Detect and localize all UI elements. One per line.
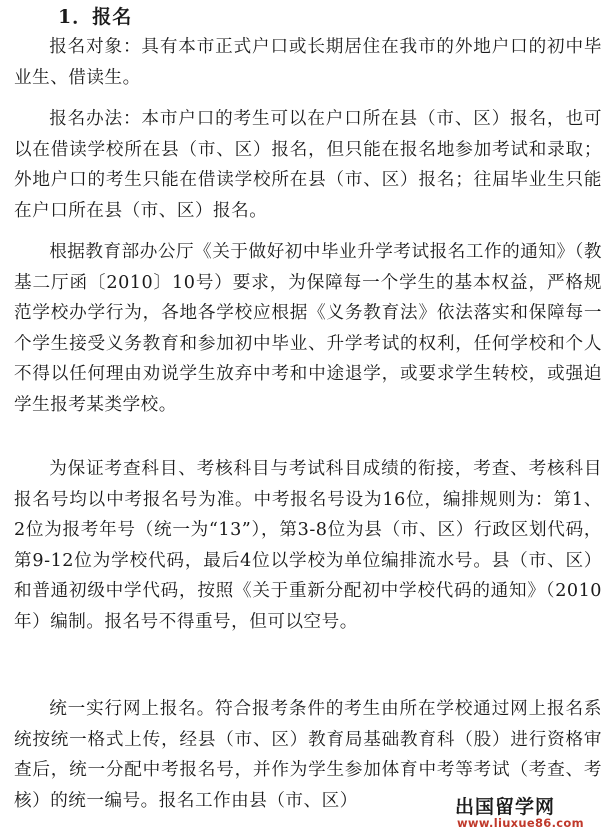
paragraph-ministry-notice: 根据教育部办公厅《关于做好初中毕业升学考试报名工作的通知》（教基二厅函〔2010〕10号）要求，为保障每一个学生的基本权益，严格规范学校办学行为，各地各学校应根据《义务教育法》依法落实和保障每一个学生接受义务教育和参加初中毕业、升学考试的权利，任何学校和个人不得以任何理由劝说学生放弃中考和中途退学，或要求学生转校，或强迫学生报考某类学校。 — [14, 242, 602, 415]
paragraph-registration-method: 报名办法：本市户口的考生可以在户口所在县（市、区）报名，也可以在借读学校所在县（市、区）报名，但只能在报名地参加考试和录取；外地户口的考生只能在借读学校所在县（市、区）报名；往届毕业生只能在户口所在县（市、区）报名。 — [14, 109, 602, 221]
paragraph-online-registration: 统一实行网上报名。符合报考条件的考生由所在学校通过网上报名系统按统一格式上传，经县（市、区）教育局基础教育科（股）进行资格审查后，统一分配中考报名号，并作为学生参加体育中考等考试（考查、考核）的统一编号。报名工作由县（市、区） — [14, 699, 602, 811]
watermark-title: 出国留学网 — [455, 796, 556, 818]
site-watermark — [449, 794, 605, 832]
paragraph-registration-number: 为保证考查科目、考核科目与考试科目成绩的衔接，考查、考核科目报名号均以中考报名号为准。中考报名号设为16位，编排规则为：第1、2位为报考年号（统一为“13”），第3-8位为县（市、区）行政区划代码，第9-12位为学校代码，最后4位以学校为单位编排流水号。县（市、区）和普通初级中学代码，按照《关于重新分配初中学校代码的通知》（2010年）编制。报名号不得重号，但可以空号。 — [14, 459, 602, 632]
paragraph-registration-target: 报名对象：具有本市正式户口或长期居住在我市的外地户口的初中毕业生、借读生。 — [14, 37, 602, 88]
section-heading: 1．报名 — [58, 6, 133, 28]
watermark-url: www.liuxue86.com — [457, 816, 584, 830]
